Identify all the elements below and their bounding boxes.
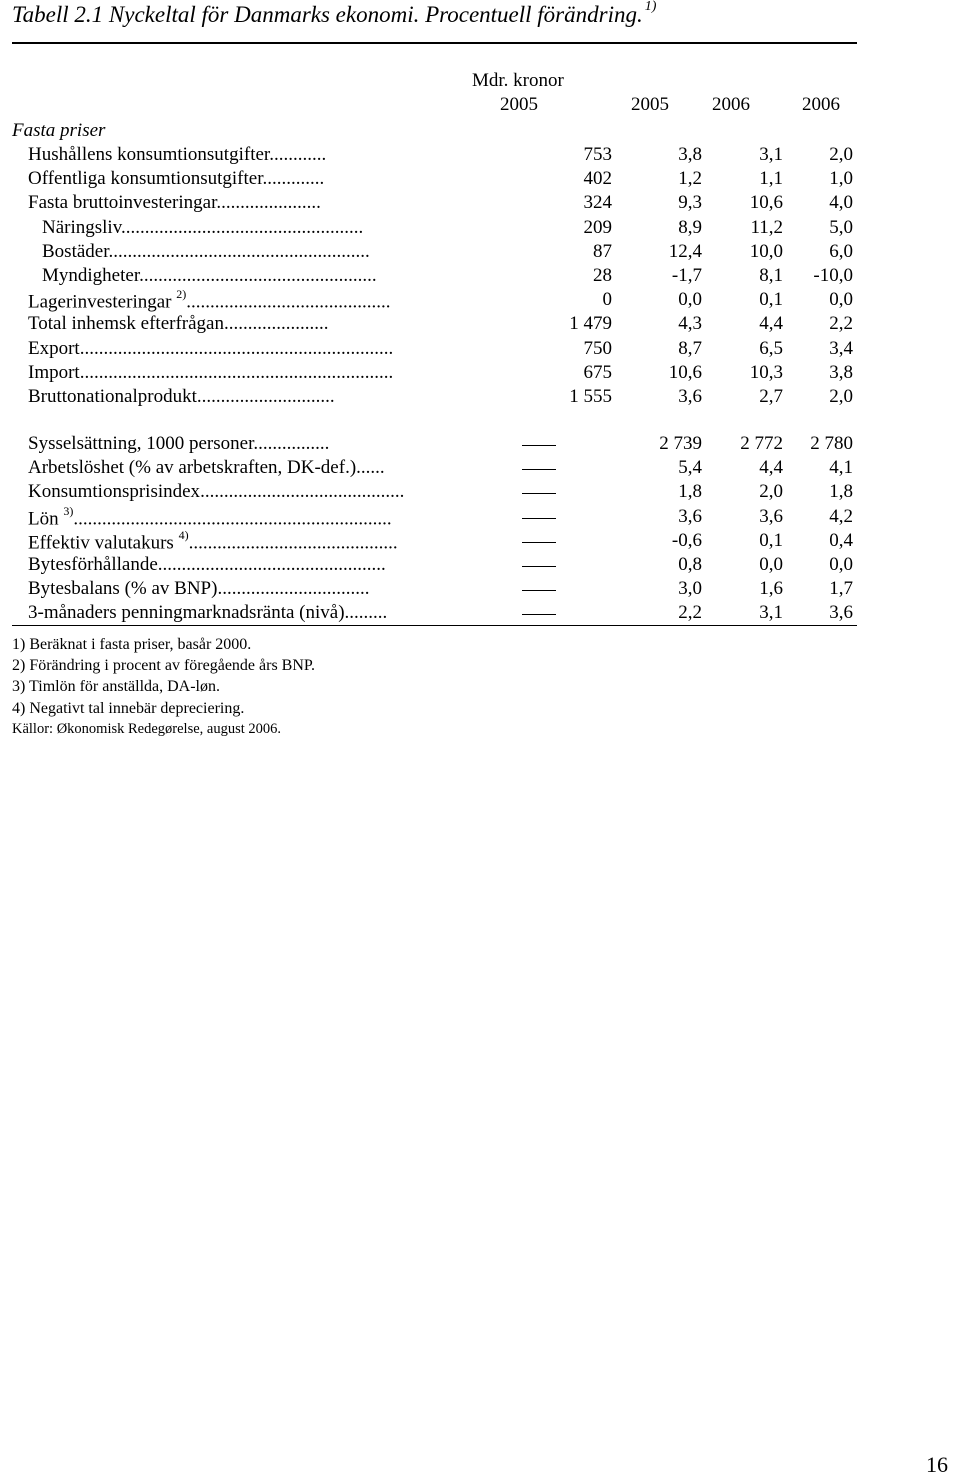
table-cell: 0,4 bbox=[829, 529, 853, 551]
table-cell: 1,8 bbox=[678, 481, 702, 503]
table-cell: 3,4 bbox=[829, 337, 853, 359]
table-cell: 6,0 bbox=[829, 240, 853, 262]
row-label bbox=[28, 338, 448, 360]
row-label bbox=[28, 554, 448, 576]
table-cell: 87 bbox=[593, 240, 612, 262]
table-cell: 3,1 bbox=[759, 602, 783, 624]
leader-dots: ............ bbox=[269, 144, 327, 165]
table-row bbox=[28, 506, 857, 530]
table-cell: 1,0 bbox=[829, 168, 853, 190]
row-label bbox=[28, 313, 448, 335]
table-cell: 1 479 bbox=[569, 313, 612, 335]
table-row bbox=[28, 481, 857, 505]
row-label-text: Bostäder bbox=[42, 240, 109, 262]
footnote: 1) Beräknat i fasta priser, basår 2000. bbox=[12, 636, 252, 653]
table-cell: 6,5 bbox=[759, 337, 783, 359]
table-cell: 750 bbox=[583, 337, 612, 359]
table-cell: 675 bbox=[583, 361, 612, 383]
table-row bbox=[28, 338, 857, 362]
section-label: Fasta priser bbox=[12, 120, 106, 141]
table-cell: 3,0 bbox=[678, 578, 702, 600]
row-label bbox=[28, 481, 448, 503]
table-cell: 4,1 bbox=[829, 457, 853, 479]
row-label-text: Effektiv valutakurs bbox=[28, 532, 179, 554]
dash-mark bbox=[522, 590, 556, 591]
table-cell: 1,1 bbox=[759, 168, 783, 190]
leader-dots: ................................ bbox=[217, 578, 370, 600]
row-label bbox=[28, 192, 448, 214]
table-cell: 209 bbox=[583, 216, 612, 238]
row-label bbox=[28, 386, 448, 408]
row-label bbox=[28, 457, 448, 479]
table-cell: 3,8 bbox=[678, 144, 702, 165]
row-label bbox=[42, 265, 448, 287]
year-header: 2006 bbox=[712, 94, 750, 115]
table-cell: -1,7 bbox=[671, 265, 702, 286]
table-cell: 10,0 bbox=[749, 240, 783, 262]
leader-dots: ................................................ bbox=[157, 554, 386, 575]
row-note: 2) bbox=[176, 289, 187, 302]
table-cell: 3,6 bbox=[678, 386, 702, 407]
table-cell: 1,7 bbox=[829, 578, 853, 600]
table-row bbox=[28, 362, 857, 386]
table-cell: -10,0 bbox=[813, 265, 853, 286]
table-cell: 5,0 bbox=[829, 216, 853, 238]
table-cell: 4,4 bbox=[759, 313, 783, 335]
table-row bbox=[28, 168, 857, 192]
leader-dots: ...................... bbox=[223, 313, 329, 335]
row-label-text: Bytesförhållande bbox=[28, 554, 158, 575]
leader-dots: ....................................................... bbox=[108, 240, 370, 262]
row-label-text: Lagerinvesteringar bbox=[28, 291, 177, 313]
leader-dots: ............. bbox=[262, 168, 325, 190]
table-row bbox=[28, 386, 857, 410]
row-label-text: Näringsliv bbox=[42, 216, 121, 238]
table-cell: 0,0 bbox=[678, 289, 702, 311]
row-label bbox=[28, 362, 448, 384]
table-cell: 8,9 bbox=[678, 216, 702, 238]
table-row bbox=[28, 217, 857, 241]
table-cell: 2,0 bbox=[829, 386, 853, 407]
leader-dots: .................................................. bbox=[139, 265, 377, 286]
table-row bbox=[28, 602, 857, 626]
table-cell: 8,7 bbox=[678, 337, 702, 359]
table-cell: 0 bbox=[602, 289, 612, 311]
table-row bbox=[28, 457, 857, 481]
table-cell: 3,6 bbox=[678, 505, 702, 527]
table-cell: 0,0 bbox=[759, 554, 783, 575]
row-note: 4) bbox=[178, 529, 189, 542]
table-cell: 4,2 bbox=[829, 505, 853, 527]
table-row bbox=[28, 265, 857, 289]
row-label-text: Hushållens konsumtionsutgifter bbox=[28, 144, 270, 165]
table-cell: 2 739 bbox=[659, 433, 702, 454]
table-cell: 10,3 bbox=[749, 361, 783, 383]
row-label bbox=[28, 506, 448, 530]
table-row bbox=[28, 144, 857, 168]
table-cell: 4,3 bbox=[678, 313, 702, 335]
row-label-text: 3-månaders penningmarknadsränta (nivå) bbox=[28, 602, 345, 624]
leader-dots: ............................................ bbox=[188, 532, 398, 554]
leader-dots: ...................... bbox=[216, 192, 321, 214]
dash-mark bbox=[522, 493, 556, 494]
leader-dots: ................ bbox=[253, 433, 330, 454]
table-row bbox=[28, 433, 857, 457]
table-row bbox=[28, 289, 857, 313]
row-label-text: Bytesbalans (% av BNP) bbox=[28, 578, 218, 600]
table-cell: 4,0 bbox=[829, 192, 853, 214]
row-label-text: Import bbox=[28, 361, 80, 383]
row-label bbox=[42, 217, 448, 239]
dash-mark bbox=[522, 542, 556, 543]
table-cell: 2,0 bbox=[829, 144, 853, 165]
leader-dots: ................................................................... bbox=[73, 507, 392, 529]
table-cell: 10,6 bbox=[668, 361, 702, 383]
table-title: Tabell 2.1 Nyckeltal för Danmarks ekonomi. Procentuell förändring. $^{1)}$ bbox=[12, 0, 657, 27]
row-label-text: Total inhemsk efterfrågan bbox=[28, 313, 224, 335]
dash-mark bbox=[522, 518, 556, 519]
row-label-text: Offentliga konsumtionsutgifter bbox=[28, 168, 263, 190]
row-label bbox=[28, 602, 448, 624]
leader-dots: .................................................................. bbox=[79, 361, 394, 383]
table-cell: 2,2 bbox=[678, 602, 702, 624]
leader-dots: ............................. bbox=[196, 386, 335, 407]
table-cell: 3,8 bbox=[829, 361, 853, 383]
footnote: 2) Förändring i procent av föregående års BNP. bbox=[12, 657, 316, 674]
row-label bbox=[28, 530, 448, 554]
row-label-text: Myndigheter bbox=[42, 265, 140, 286]
table-cell: 2 772 bbox=[740, 433, 783, 454]
footnote: 3) Timlön för anställda, DA-løn. bbox=[12, 678, 220, 695]
table-row bbox=[28, 578, 857, 602]
table-cell: 3,6 bbox=[759, 505, 783, 527]
row-label bbox=[28, 433, 448, 455]
table-cell: 9,3 bbox=[678, 192, 702, 214]
table-cell: 1,6 bbox=[759, 578, 783, 600]
table-cell: 402 bbox=[583, 168, 612, 190]
table-cell: 1 555 bbox=[569, 386, 612, 407]
dash-mark bbox=[522, 445, 556, 446]
table-cell: 0,0 bbox=[829, 289, 853, 311]
table-cell: 2,7 bbox=[759, 386, 783, 407]
year-header: 2006 bbox=[802, 94, 840, 115]
bottom-rule bbox=[12, 625, 857, 626]
row-label-text: Sysselsättning, 1000 personer bbox=[28, 433, 254, 454]
leader-dots: ........................................... bbox=[186, 291, 391, 313]
row-label-text: Export bbox=[28, 337, 80, 359]
leader-dots: ................................................... bbox=[120, 216, 364, 238]
table-cell: 12,4 bbox=[668, 240, 702, 262]
dash-mark bbox=[522, 614, 556, 615]
table-cell: 2,2 bbox=[829, 313, 853, 335]
table-cell: 2,0 bbox=[759, 481, 783, 503]
table-cell: 4,4 bbox=[759, 457, 783, 479]
year-header: 2005 bbox=[500, 94, 538, 115]
unit-header: Mdr. kronor bbox=[472, 70, 564, 91]
table-cell: 1,8 bbox=[829, 481, 853, 503]
row-label bbox=[28, 144, 448, 166]
row-label-text: Bruttonationalprodukt bbox=[28, 386, 197, 407]
table-cell: 8,1 bbox=[759, 265, 783, 286]
row-label bbox=[28, 578, 448, 600]
table-cell: 11,2 bbox=[750, 216, 783, 238]
table-cell: 0,8 bbox=[678, 554, 702, 575]
table-cell: 0,1 bbox=[759, 289, 783, 311]
table-cell: 2 780 bbox=[810, 433, 853, 454]
table-row bbox=[28, 530, 857, 554]
table-row bbox=[28, 192, 857, 216]
table-cell: -0,6 bbox=[671, 529, 702, 551]
year-header: 2005 bbox=[631, 94, 669, 115]
table-cell: 0,0 bbox=[829, 554, 853, 575]
row-label-text: Fasta bruttoinvesteringar bbox=[28, 192, 217, 214]
table-cell: 10,6 bbox=[749, 192, 783, 214]
table-cell: 1,2 bbox=[678, 168, 702, 190]
table-row bbox=[28, 554, 857, 578]
table-cell: 28 bbox=[593, 265, 612, 286]
row-label-text: Arbetslöshet (% av arbetskraften, DK-def.) bbox=[28, 457, 357, 479]
table-cell: 753 bbox=[583, 144, 612, 165]
table-cell: 3,6 bbox=[829, 602, 853, 624]
leader-dots: ........................................... bbox=[200, 481, 405, 503]
row-label bbox=[28, 168, 448, 190]
table-cell: 324 bbox=[583, 192, 612, 214]
table-cell: 3,1 bbox=[759, 144, 783, 165]
leader-dots: ......... bbox=[344, 602, 388, 624]
dash-mark bbox=[522, 566, 556, 567]
table-row bbox=[28, 241, 857, 265]
row-note: 3) bbox=[63, 505, 74, 518]
row-label bbox=[28, 289, 448, 313]
dash-mark bbox=[522, 469, 556, 470]
table-cell: 0,1 bbox=[759, 529, 783, 551]
top-rule bbox=[12, 42, 857, 44]
row-label bbox=[42, 241, 448, 263]
leader-dots: .................................................................. bbox=[79, 337, 394, 359]
footnote: 4) Negativt tal innebär depreciering. bbox=[12, 700, 245, 717]
row-label-text: Konsumtionsprisindex bbox=[28, 481, 201, 503]
source-note: Källor: Økonomisk Redegørelse, august 2006. bbox=[12, 721, 282, 737]
table-cell: 5,4 bbox=[678, 457, 702, 479]
page-number: 16 bbox=[926, 1452, 948, 1477]
row-label-text: Lön bbox=[28, 507, 64, 529]
leader-dots: ...... bbox=[356, 457, 385, 479]
table-row bbox=[28, 313, 857, 337]
